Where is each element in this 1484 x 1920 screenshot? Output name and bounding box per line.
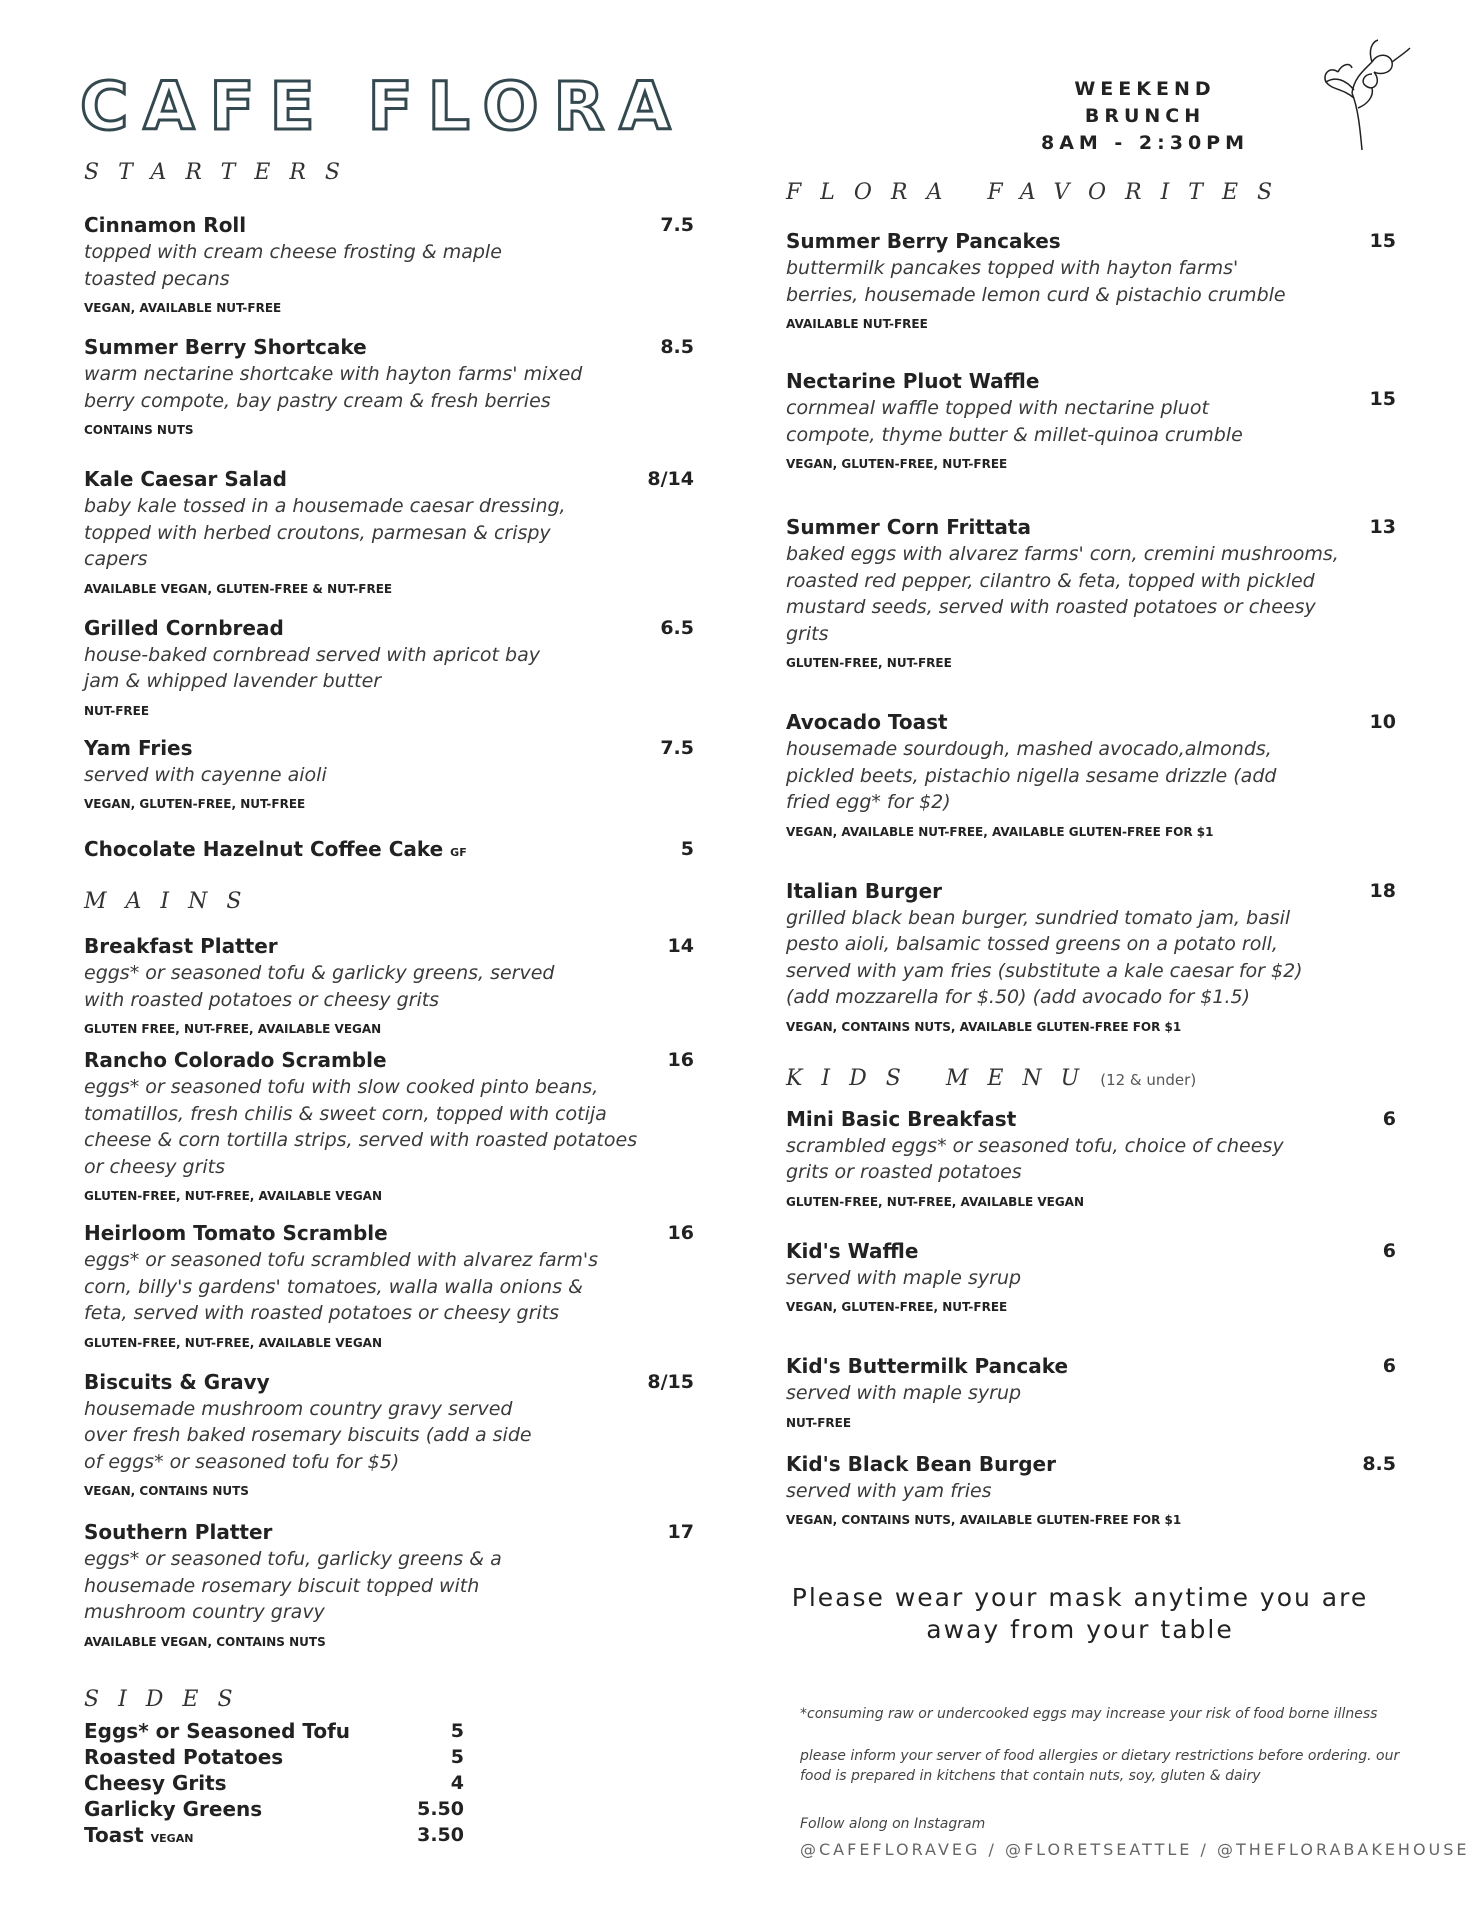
item-price: 13 [1369,516,1396,538]
item-name-text: Chocolate Hazelnut Coffee Cake [84,837,444,861]
side-name: Garlicky Greens [84,1796,263,1821]
side-price: 5 [450,1745,464,1768]
menu-item [786,1352,1396,1432]
item-description: house-baked cornbread served with apricot bay jam & whipped lavender butter [84,643,540,692]
side-price: 4 [450,1771,464,1794]
item-description: housemade sourdough, mashed avocado,almonds, pickled beets, pistachio nigella sesame drizzle (add fried egg* for $2) [786,738,1277,813]
menu-item [84,835,694,867]
item-tags: VEGAN, GLUTEN-FREE, NUT-FREE [786,457,1008,471]
raw-eggs-disclaimer: *consuming raw or undercooked eggs may increase your risk of food borne illness [800,1706,1378,1722]
left-column [84,160,694,1852]
sides-list [84,1718,464,1852]
cafe-logo: CAFE FLORA [80,68,686,145]
side-price: 3.50 [417,1823,464,1846]
item-description: served with yam fries [786,1479,992,1502]
item-price: 8.5 [1362,1452,1396,1475]
item-price: 7.5 [660,736,694,759]
item-description: served with maple syrup [786,1382,1022,1404]
mains-title: MAINS [84,889,261,914]
hours-title: WEEKEND BRUNCH [1074,78,1216,127]
side-price: 5 [450,1719,464,1742]
menu-item [786,1105,1396,1211]
item-description: cornmeal waffle topped with nectarine pluot compote, thyme butter & millet-quinoa crumble [786,397,1243,446]
item-description: served with maple syrup [786,1266,1022,1289]
menu-item [786,367,1396,473]
item-name [84,835,694,867]
item-description: scrambled eggs* or seasoned tofu, choice of cheesy grits or roasted potatoes [786,1134,1284,1183]
item-name-suffix: GF [450,846,467,859]
item-tags: VEGAN, CONTAINS NUTS [84,1484,249,1498]
mask-notice: Please wear your mask anytime you are away from your table [791,1583,1369,1644]
item-price: 18 [1369,879,1396,902]
item-name: Summer Berry Shortcake [84,335,367,359]
item-tags: GLUTEN FREE, NUT-FREE, AVAILABLE VEGAN [84,1022,382,1036]
item-description: housemade mushroom country gravy served over fresh baked rosemary biscuits (add a side of eggs* or seasoned tofu for $5) [84,1397,532,1473]
item-description: grilled black bean burger, sundried tomato jam, basil pesto aioli, balsamic tossed greens on a potato roll, served with yam fries (substitute a kale caesar for $2) (add mozzarella for $.50) (add avocado for $1.5) [786,906,1303,1008]
item-tags: CONTAINS NUTS [84,423,194,437]
item-tags: GLUTEN-FREE, NUT-FREE, AVAILABLE VEGAN [786,1194,1085,1209]
instagram-handles: @CAFEFLORAVEG / @FLORETSEATTLE / @THEFLORABAKEHOUSE [800,1840,1470,1859]
item-price: 15 [1369,230,1396,252]
item-tags: VEGAN, AVAILABLE NUT-FREE, AVAILABLE GLUTEN-FREE FOR $1 [786,824,1214,839]
item-price: 8/14 [647,468,694,490]
item-price: 7.5 [660,214,694,236]
item-tags: AVAILABLE VEGAN, GLUTEN-FREE & NUT-FREE [84,581,393,596]
menu-item [84,932,694,1038]
item-price: 6 [1382,1239,1396,1262]
menu-item [84,1219,694,1352]
menu-item [786,1237,1396,1317]
side-item [84,1822,464,1852]
menu-item [786,877,1396,1036]
item-price: 16 [667,1222,694,1244]
item-tags: GLUTEN-FREE, NUT-FREE, AVAILABLE VEGAN [84,1189,383,1203]
item-name: Kid's Waffle [786,1238,919,1263]
item-name: Nectarine Pluot Waffle [786,369,1040,393]
item-name: Rancho Colorado Scramble [84,1048,387,1072]
item-description: baby kale tossed in a housemade caesar dressing, topped with herbed croutons, parmesan & crispy capers [84,495,566,570]
side-price: 5.50 [417,1797,464,1820]
item-name: Summer Berry Pancakes [786,229,1061,253]
item-price: 6 [1382,1107,1396,1130]
item-name: Mini Basic Breakfast [786,1106,1017,1131]
item-tags: NUT-FREE [84,703,150,718]
favorites-title: FLORA FAVORITES [786,180,1292,205]
item-tags: VEGAN, CONTAINS NUTS, AVAILABLE GLUTEN-FREE FOR $1 [786,1513,1182,1527]
menu-item [786,513,1396,672]
menu-item [84,333,694,439]
item-tags: VEGAN, GLUTEN-FREE, NUT-FREE [786,1300,1008,1314]
hours-block [1020,76,1270,157]
item-name: Yam Fries [84,735,193,760]
item-tags: AVAILABLE VEGAN, CONTAINS NUTS [84,1634,326,1649]
menu-item [84,1046,694,1205]
item-price: 15 [1369,388,1396,410]
side-item [84,1744,464,1770]
side-name: Eggs* or Seasoned Tofu [84,1718,351,1743]
item-description: topped with cream cheese frosting & maple toasted pecans [84,241,502,290]
item-tags: VEGAN, CONTAINS NUTS, AVAILABLE GLUTEN-FREE FOR $1 [786,1019,1182,1034]
item-name: Summer Corn Frittata [786,515,1031,539]
menu-item [84,211,694,317]
item-name: Southern Platter [84,1520,273,1544]
item-price: 17 [667,1521,694,1543]
item-tags: GLUTEN-FREE, NUT-FREE, AVAILABLE VEGAN [84,1335,383,1350]
item-name: Avocado Toast [786,710,948,734]
menu-item [786,1450,1396,1530]
flower-illustration-icon [1312,38,1412,153]
side-name: Roasted Potatoes [84,1744,284,1769]
item-description: eggs* or seasoned tofu, garlicky greens & a housemade rosemary biscuit topped with mushroom country gravy [84,1548,502,1623]
item-description: served with cayenne aioli [84,763,327,786]
item-tags: VEGAN, AVAILABLE NUT-FREE [84,301,282,315]
item-tags: NUT-FREE [786,1415,852,1430]
item-tags: VEGAN, GLUTEN-FREE, NUT-FREE [84,797,306,811]
item-name: Breakfast Platter [84,934,278,958]
item-description: eggs* or seasoned tofu with slow cooked pinto beans, tomatillos, fresh chilis & sweet corn, topped with cotija cheese & corn tortilla strips, served with roasted potatoes or cheesy grits [84,1076,638,1178]
item-price: 14 [667,935,694,957]
item-tags: GLUTEN-FREE, NUT-FREE [786,656,952,670]
side-item [84,1796,464,1822]
item-name: Kale Caesar Salad [84,467,287,491]
right-column [786,180,1396,1529]
item-name: Heirloom Tomato Scramble [84,1221,388,1245]
menu-item [84,1368,694,1501]
item-price: 6.5 [660,616,694,639]
side-name: Toast [84,1822,144,1847]
sides-title: SIDES [84,1686,252,1712]
side-name: Cheesy Grits [84,1770,227,1795]
item-price: 16 [667,1049,694,1071]
item-description: eggs* or seasoned tofu scrambled with alvarez farm's corn, billy's gardens' tomatoes, walla walla onions & feta, served with roasted potatoes or cheesy grits [84,1249,599,1324]
item-tags: AVAILABLE NUT-FREE [786,317,928,331]
item-name: Cinnamon Roll [84,213,247,237]
menu-item [84,734,694,814]
item-price: 8.5 [660,336,694,358]
item-description: eggs* or seasoned tofu & garlicky greens, served with roasted potatoes or cheesy grits [84,962,555,1011]
item-name: Grilled Cornbread [84,615,284,640]
item-name: Kid's Buttermilk Pancake [786,1354,1069,1378]
menu-item [786,708,1396,841]
menu-item [84,1518,694,1651]
side-name-suffix: VEGAN [150,1831,194,1845]
item-description: baked eggs with alvarez farms' corn, cremini mushrooms, roasted red pepper, cilantro & feta, topped with pickled mustard seeds, served with roasted potatoes or cheesy grits [786,543,1339,645]
hours-time: 8AM - 2:30PM [1040,132,1250,154]
allergy-notice: please inform your server of food allergies or dietary restrictions before ordering. our food is prepared in kitchens that contain nuts, soy, gluten & dairy [800,1748,1400,1784]
item-price: 6 [1382,1355,1396,1377]
kids-title-text: KIDS MENU [786,1065,1099,1091]
instagram-follow: Follow along on Instagram [800,1816,986,1832]
menu-item [84,614,694,720]
item-price: 10 [1369,711,1396,733]
kids-title [786,1066,1396,1091]
kids-age-note: (12 & under) [1100,1070,1197,1089]
item-name: Biscuits & Gravy [84,1369,270,1394]
side-item [84,1770,464,1796]
item-description: buttermilk pancakes topped with hayton farms' berries, housemade lemon curd & pistachio crumble [786,257,1286,306]
menu-item [84,465,694,598]
item-price: 8/15 [647,1370,694,1393]
item-price: 5 [680,838,694,860]
item-name: Kid's Black Bean Burger [786,1451,1056,1476]
starters-title: STARTERS [84,160,359,185]
menu-item [786,227,1396,333]
item-name: Italian Burger [786,878,942,903]
item-description: warm nectarine shortcake with hayton farms' mixed berry compote, bay pastry cream & fresh berries [84,363,583,412]
side-item [84,1718,464,1744]
